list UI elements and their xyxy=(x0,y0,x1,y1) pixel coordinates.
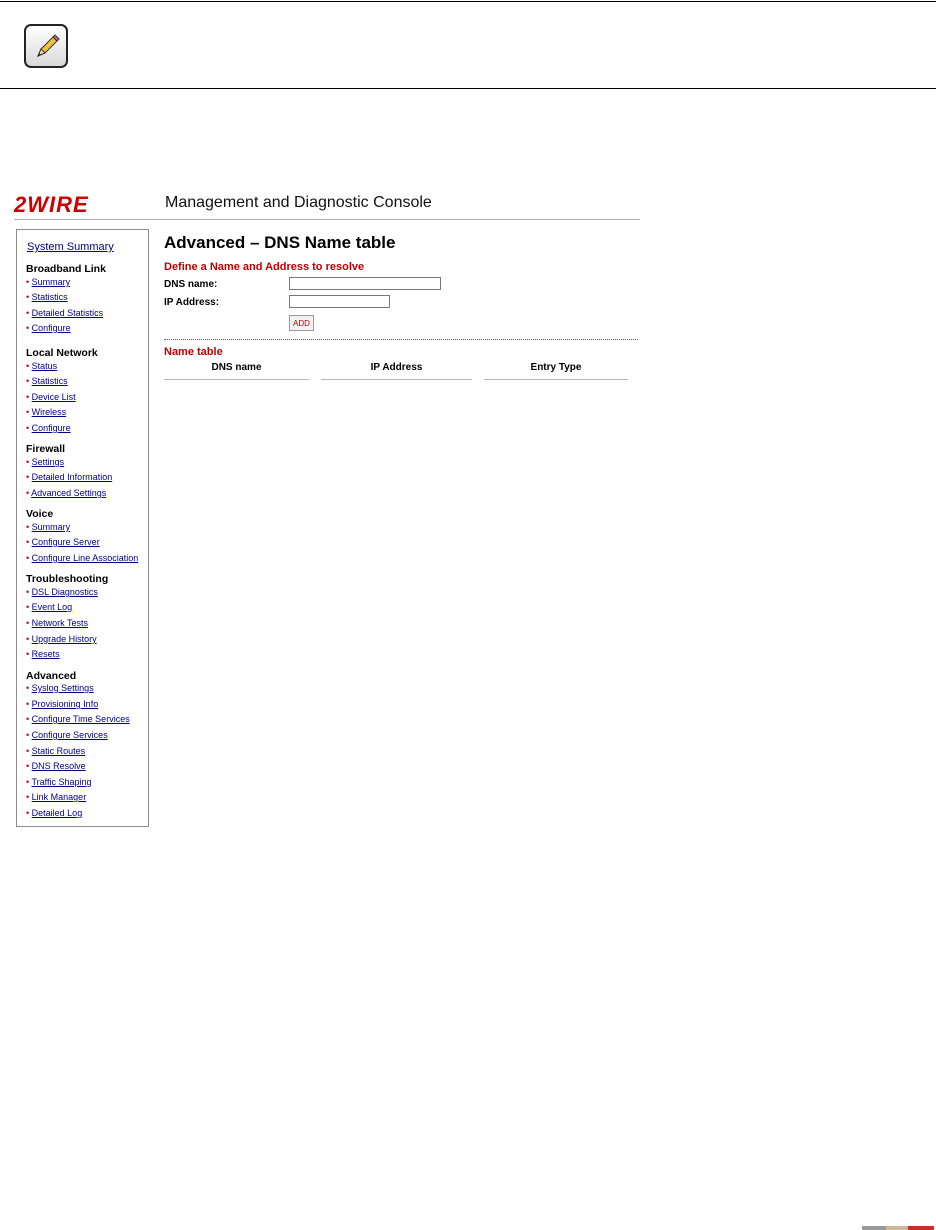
nav-link-local-device-list[interactable]: • Device List xyxy=(26,392,76,402)
nav-link-firewall-settings[interactable]: • Settings xyxy=(26,457,65,467)
add-button[interactable]: ADD xyxy=(289,315,314,331)
nav-heading-local-network: Local Network xyxy=(26,347,98,359)
nav-link-resets[interactable]: • Resets xyxy=(26,649,60,659)
dotted-separator xyxy=(164,339,638,340)
nav-link-provisioning-info[interactable]: • Provisioning Info xyxy=(26,699,99,709)
nav-link-system-summary[interactable]: System Summary xyxy=(27,241,114,253)
name-table-heading: Name table xyxy=(164,346,223,358)
nav-link-voice-configure-server[interactable]: • Configure Server xyxy=(26,537,100,547)
nav-link-static-routes[interactable]: • Static Routes xyxy=(26,746,86,756)
nav-link-local-wireless[interactable]: • Wireless xyxy=(26,407,67,417)
page-title: Advanced – DNS Name table xyxy=(164,233,396,252)
column-underline xyxy=(484,379,628,380)
header-rule xyxy=(0,88,936,89)
ip-address-input[interactable] xyxy=(289,295,390,308)
footer-color-strip-gray xyxy=(862,1226,886,1230)
nav-link-firewall-detailed-information[interactable]: • Detailed Information xyxy=(26,472,113,482)
logo-text: 2WIRE xyxy=(14,192,89,216)
nav-link-local-statistics[interactable]: • Statistics xyxy=(26,376,68,386)
nav-link-syslog-settings[interactable]: • Syslog Settings xyxy=(26,683,94,693)
nav-link-dsl-diagnostics[interactable]: • DSL Diagnostics xyxy=(26,587,98,597)
nav-link-detailed-log[interactable]: • Detailed Log xyxy=(26,808,83,818)
dns-name-label: DNS name: xyxy=(164,279,218,290)
nav-heading-voice: Voice xyxy=(26,508,54,520)
nav-link-broadband-configure[interactable]: • Configure xyxy=(26,323,71,333)
column-header-dns-name: DNS name xyxy=(211,362,262,373)
nav-link-voice-summary[interactable]: • Summary xyxy=(26,522,71,532)
nav-link-voice-configure-line-association[interactable]: • Configure Line Association xyxy=(26,553,139,563)
nav-link-local-status[interactable]: • Status xyxy=(26,361,58,371)
nav-heading-advanced: Advanced xyxy=(26,670,77,682)
nav-link-link-manager[interactable]: • Link Manager xyxy=(26,792,87,802)
nav-heading-firewall: Firewall xyxy=(26,443,66,455)
dns-name-input[interactable] xyxy=(289,277,441,290)
nav-link-dns-resolve[interactable]: • DNS Resolve xyxy=(26,761,86,771)
nav-link-configure-time-services[interactable]: • Configure Time Services xyxy=(26,714,130,724)
column-header-entry-type: Entry Type xyxy=(530,362,582,373)
nav-link-broadband-statistics[interactable]: • Statistics xyxy=(26,292,68,302)
nav-link-local-configure[interactable]: • Configure xyxy=(26,423,71,433)
nav-link-event-log[interactable]: • Event Log xyxy=(26,602,73,612)
nav-link-network-tests[interactable]: • Network Tests xyxy=(26,618,89,628)
nav-heading-troubleshooting: Troubleshooting xyxy=(26,573,109,585)
nav-link-firewall-advanced-settings[interactable]: • Advanced Settings xyxy=(26,488,107,498)
column-underline xyxy=(164,379,309,380)
nav-link-broadband-summary[interactable]: • Summary xyxy=(26,277,71,287)
nav-link-broadband-detailed-statistics[interactable]: • Detailed Statistics xyxy=(26,308,104,318)
console-title: Management and Diagnostic Console xyxy=(165,194,432,211)
nav-link-traffic-shaping[interactable]: • Traffic Shaping xyxy=(26,777,92,787)
column-header-ip-address: IP Address xyxy=(370,362,423,373)
nav-link-configure-services[interactable]: • Configure Services xyxy=(26,730,108,740)
sidebar-nav xyxy=(16,229,149,827)
footer-color-strip-red xyxy=(908,1226,934,1230)
console-screenshot xyxy=(0,185,936,845)
top-rule xyxy=(0,1,936,2)
nav-link-upgrade-history[interactable]: • Upgrade History xyxy=(26,634,97,644)
column-underline xyxy=(321,379,472,380)
footer-color-strip-tan xyxy=(886,1226,908,1230)
define-heading: Define a Name and Address to resolve xyxy=(164,261,365,273)
nav-heading-broadband-link: Broadband Link xyxy=(26,263,106,275)
logo xyxy=(14,192,114,216)
pencil-note-icon xyxy=(24,24,68,68)
header-underline xyxy=(14,219,640,220)
ip-address-label: IP Address: xyxy=(164,297,220,308)
